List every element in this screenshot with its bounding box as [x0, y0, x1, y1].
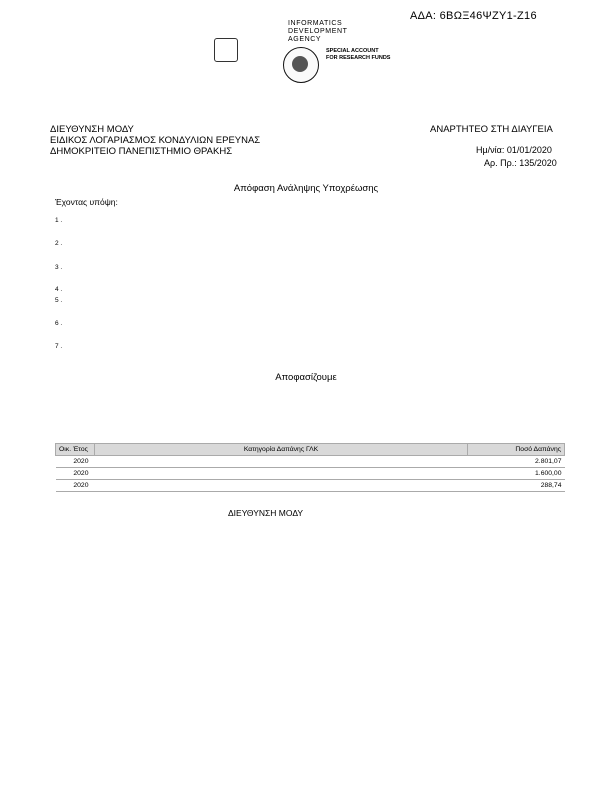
cell-category	[95, 468, 468, 480]
list-item-number: 3 .	[55, 264, 63, 271]
issuer-line3: ΔΗΜΟΚΡΙΤΕΙΟ ΠΑΝΕΠΙΣΤΗΜΙΟ ΘΡΑΚΗΣ	[50, 146, 233, 157]
list-item-number: 6 .	[55, 320, 63, 327]
cell-year: 2020	[56, 480, 95, 492]
seal-icon	[214, 38, 238, 62]
ada-code: ΑΔΑ: 6ΒΩΞ46ΨΖΥ1-Ζ16	[410, 10, 537, 22]
cell-amount: 2.801,07	[468, 456, 565, 468]
table-row	[56, 468, 565, 480]
budget-table	[55, 443, 565, 492]
list-item-number: 5 .	[55, 297, 63, 304]
special-account-logo-right	[326, 48, 406, 62]
document-date: Ημ/νία: 01/01/2020	[476, 145, 552, 155]
special-account-logo-left	[192, 38, 260, 90]
cell-category	[95, 456, 468, 468]
cell-amount: 288,74	[468, 480, 565, 492]
cell-category	[95, 480, 468, 492]
decide-title: Αποφασίζουμε	[275, 372, 337, 383]
cell-year: 2020	[56, 456, 95, 468]
table-row	[56, 480, 565, 492]
university-emblem-icon	[283, 47, 319, 83]
informatics-agency-label: INFORMATICS DEVELOPMENT AGENCY	[288, 20, 348, 43]
issuer-line1: ΔΙΕΥΘΥΝΣΗ ΜΟΔΥ	[50, 124, 134, 135]
list-item-number: 4 .	[55, 286, 63, 293]
logo-right-bold2: FOR RESEARCH FUNDS	[326, 55, 391, 61]
cell-amount: 1.600,00	[468, 468, 565, 480]
posted-label: ΑΝΑΡΤΗΤΕΟ ΣΤΗ ΔΙΑΥΓΕΙΑ	[430, 124, 553, 135]
directorate-label: ΔΙΕΥΘΥΝΣΗ ΜΟΔΥ	[228, 508, 304, 518]
column-header-year: Οικ. Έτος	[56, 444, 95, 456]
list-item-number: 1 .	[55, 217, 63, 224]
table-row	[56, 456, 565, 468]
considering-label: Έχοντας υπόψη:	[55, 197, 118, 207]
emblem-head-icon	[292, 56, 308, 72]
issuer-line2: ΕΙΔΙΚΟΣ ΛΟΓΑΡΙΑΣΜΟΣ ΚΟΝΔΥΛΙΩΝ ΕΡΕΥΝΑΣ	[50, 135, 261, 146]
logo-right-bold1: SPECIAL ACCOUNT	[326, 48, 379, 54]
list-item-number: 2 .	[55, 240, 63, 247]
table-header-row	[56, 444, 565, 456]
column-header-amount: Ποσό Δαπάνης	[468, 444, 565, 456]
list-item-number: 7 .	[55, 343, 63, 350]
issuer-block	[50, 124, 260, 157]
column-header-category: Κατηγορία Δαπάνης ΓΛΚ	[95, 444, 468, 456]
decision-title: Απόφαση Ανάληψης Υποχρέωσης	[233, 183, 379, 194]
cell-year: 2020	[56, 468, 95, 480]
protocol-number: Αρ. Πρ.: 135/2020	[484, 158, 557, 168]
